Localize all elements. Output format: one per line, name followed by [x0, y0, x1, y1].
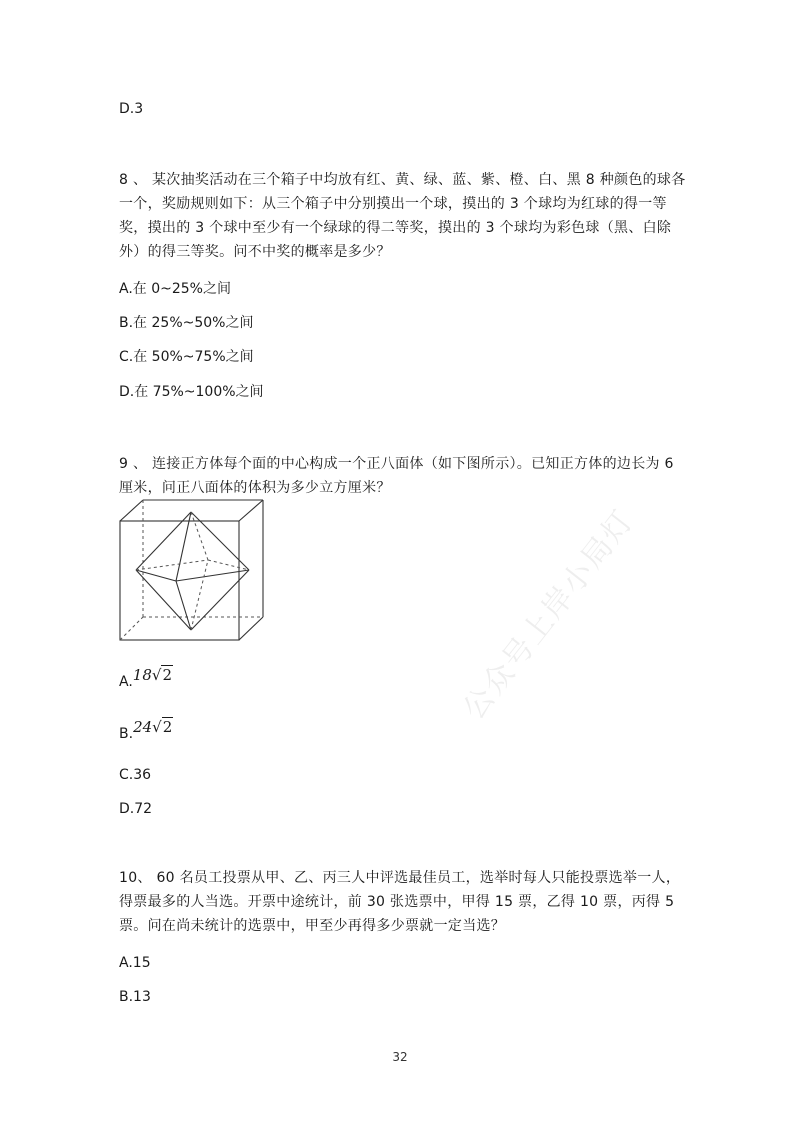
watermark: 公众号上岸小局灯: [456, 503, 642, 727]
q9-option-a-radicand: 2: [162, 666, 172, 684]
page-number: 32: [392, 1050, 408, 1064]
question-10-text: 10、 60 名员工投票从甲、乙、丙三人中评选最佳员工，选举时每人只能投票选举一人，得票最多的人当选。开票中途统计，前 30 张选票中，甲得 15 票，乙得 10 票，丙得 5 票。问在尚未统计的选票中，甲至少再得多少票就一定当选？: [119, 870, 681, 934]
q9-option-b-label: B.: [119, 726, 134, 742]
question-9-text: 9 、 连接正方体每个面的中心构成一个正八面体（如下图所示）。已知正方体的边长为 6 厘米，问正八面体的体积为多少立方厘米？: [119, 456, 674, 496]
cube-hidden-edge-corner: [120, 617, 143, 640]
sqrt-symbol: √2: [152, 718, 173, 736]
q8-option-a: A.在 0~25%之间: [119, 281, 231, 297]
q8-option-d: D.在 75%~100%之间: [119, 384, 264, 400]
q9-option-b: [119, 718, 173, 742]
q9-option-a: [119, 666, 173, 690]
cube-edge-br: [239, 617, 263, 640]
sqrt-symbol: √2: [151, 666, 172, 684]
q8-option-c: C.在 50%~75%之间: [119, 349, 254, 365]
q9-option-b-radicand: 2: [162, 718, 173, 736]
q9-option-b-value: [133, 718, 173, 736]
q10-option-b: B.13: [119, 989, 151, 1005]
q9-option-d: D.72: [119, 801, 153, 817]
q9-option-c: C.36: [119, 767, 152, 783]
q10-option-a: A.15: [119, 955, 151, 971]
q9-option-a-value: [133, 666, 173, 684]
q8-option-b: B.在 25%~50%之间: [119, 315, 254, 331]
q9-option-b-coef: 24: [133, 718, 153, 736]
q9-option-a-label: A.: [119, 674, 133, 690]
q9-option-a-coef: 18: [132, 666, 152, 684]
question-8-text: 8 、 某次抽奖活动在三个箱子中均放有红、黄、绿、蓝、紫、橙、白、黑 8 种颜色的球各一个，奖励规则如下：从三个箱子中分别摸出一个球，摸出的 3 个球均为红球的得一等奖，摸出的 3 个球中至少有一个绿球的得二等奖，摸出的 3 个球均为彩色球（黑、白除外）的得三等奖。问不中奖的概率是多少？: [119, 172, 686, 260]
cube-octahedron-figure: [116, 498, 268, 646]
prev-option-d: D.3: [119, 101, 144, 117]
cube-edge-tr: [239, 500, 263, 521]
cube-edge-tl: [120, 500, 143, 521]
